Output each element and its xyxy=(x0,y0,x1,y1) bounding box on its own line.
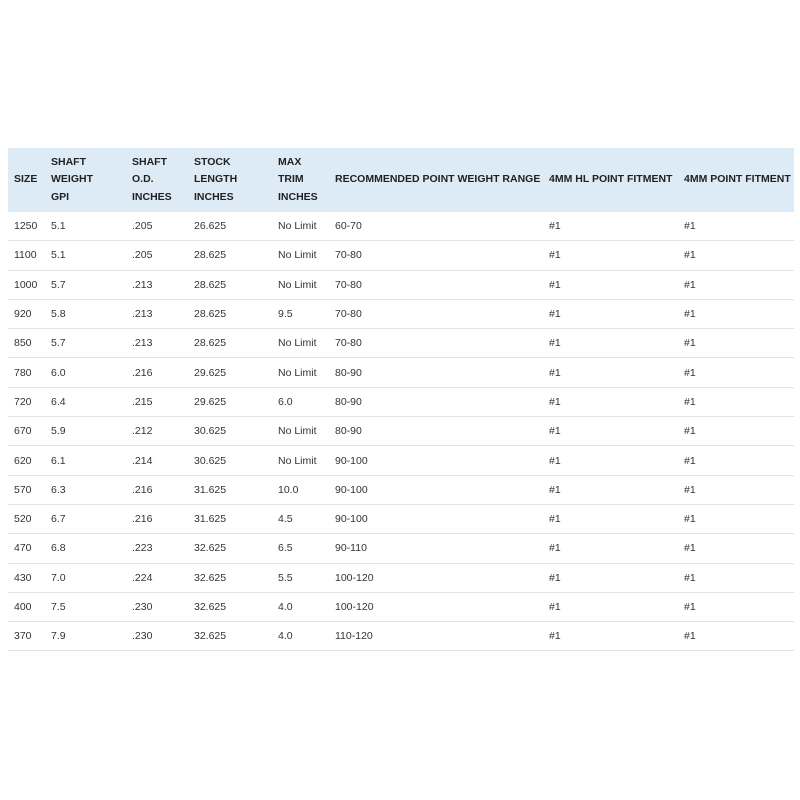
table-cell-point_range: 110-120 xyxy=(329,622,543,651)
column-header-line: SIZE xyxy=(14,173,38,186)
table-cell-point_range: 100-120 xyxy=(329,563,543,592)
table-cell-point_range: 80-90 xyxy=(329,417,543,446)
table-row xyxy=(8,622,794,651)
table-cell-point_fitment: #1 xyxy=(678,446,794,475)
table-cell-od: .230 xyxy=(126,592,188,621)
column-header-size xyxy=(8,148,45,212)
table-cell-point_range: 100-120 xyxy=(329,592,543,621)
table-cell-point_range: 80-90 xyxy=(329,387,543,416)
table-cell-point_fitment: #1 xyxy=(678,387,794,416)
table-body xyxy=(8,212,794,651)
column-header-line: INCHES xyxy=(278,190,318,203)
column-header-line: SHAFT xyxy=(132,155,167,168)
table-cell-length: 31.625 xyxy=(188,504,272,533)
table-cell-od: .230 xyxy=(126,622,188,651)
table-row xyxy=(8,534,794,563)
table-cell-gpi: 7.0 xyxy=(45,563,126,592)
table-row xyxy=(8,270,794,299)
column-header-line: RECOMMENDED POINT WEIGHT RANGE xyxy=(335,173,541,186)
table-row xyxy=(8,212,794,241)
table-cell-point_fitment: #1 xyxy=(678,358,794,387)
table-cell-trim: 9.5 xyxy=(272,299,329,328)
table-cell-od: .205 xyxy=(126,241,188,270)
table-cell-size: 1250 xyxy=(8,212,45,241)
table-cell-length: 32.625 xyxy=(188,563,272,592)
table-cell-point_fitment: #1 xyxy=(678,329,794,358)
table-row xyxy=(8,299,794,328)
column-header-length xyxy=(188,148,272,212)
table-cell-trim: 4.0 xyxy=(272,622,329,651)
table-cell-hl_fitment: #1 xyxy=(543,563,678,592)
table-cell-od: .216 xyxy=(126,504,188,533)
column-header-line: SHAFT xyxy=(51,155,86,168)
table-cell-length: 28.625 xyxy=(188,241,272,270)
table-cell-size: 850 xyxy=(8,329,45,358)
table-cell-od: .214 xyxy=(126,446,188,475)
table-cell-size: 780 xyxy=(8,358,45,387)
column-header-line: MAX xyxy=(278,155,302,168)
table-row xyxy=(8,358,794,387)
table-row xyxy=(8,592,794,621)
table-row xyxy=(8,241,794,270)
table-row xyxy=(8,387,794,416)
table-cell-trim: 4.0 xyxy=(272,592,329,621)
column-header-line: WEIGHT xyxy=(51,173,93,186)
table-cell-size: 1000 xyxy=(8,270,45,299)
table-cell-point_range: 90-110 xyxy=(329,534,543,563)
table-cell-hl_fitment: #1 xyxy=(543,270,678,299)
table-cell-point_range: 80-90 xyxy=(329,358,543,387)
column-header-line: 4MM POINT FITMENT xyxy=(684,173,791,186)
table-cell-point_fitment: #1 xyxy=(678,504,794,533)
table-cell-od: .205 xyxy=(126,212,188,241)
column-header-line: 4MM HL POINT FITMENT xyxy=(549,173,673,186)
table-cell-size: 1100 xyxy=(8,241,45,270)
table-cell-point_range: 90-100 xyxy=(329,475,543,504)
table-cell-gpi: 6.8 xyxy=(45,534,126,563)
table-cell-gpi: 7.9 xyxy=(45,622,126,651)
table-cell-point_fitment: #1 xyxy=(678,270,794,299)
table-cell-hl_fitment: #1 xyxy=(543,446,678,475)
column-header-line: LENGTH xyxy=(194,173,238,186)
table-cell-gpi: 5.1 xyxy=(45,212,126,241)
table-cell-trim: 6.5 xyxy=(272,534,329,563)
table-row xyxy=(8,329,794,358)
table-cell-length: 30.625 xyxy=(188,417,272,446)
table-cell-trim: No Limit xyxy=(272,241,329,270)
table-cell-point_fitment: #1 xyxy=(678,592,794,621)
table-header xyxy=(8,148,794,212)
table-cell-size: 520 xyxy=(8,504,45,533)
table-cell-length: 31.625 xyxy=(188,475,272,504)
table-cell-point_fitment: #1 xyxy=(678,563,794,592)
table-cell-hl_fitment: #1 xyxy=(543,592,678,621)
table-cell-trim: 10.0 xyxy=(272,475,329,504)
table-cell-point_fitment: #1 xyxy=(678,622,794,651)
table-cell-point_range: 70-80 xyxy=(329,241,543,270)
column-header-hl_fitment xyxy=(543,148,678,212)
table-row xyxy=(8,563,794,592)
table-cell-hl_fitment: #1 xyxy=(543,475,678,504)
column-header-line: GPI xyxy=(51,190,70,203)
table-cell-length: 32.625 xyxy=(188,622,272,651)
table-cell-point_fitment: #1 xyxy=(678,241,794,270)
table-cell-hl_fitment: #1 xyxy=(543,299,678,328)
table-cell-od: .216 xyxy=(126,475,188,504)
column-header-line: TRIM xyxy=(278,173,304,186)
table-cell-point_fitment: #1 xyxy=(678,534,794,563)
table-cell-size: 470 xyxy=(8,534,45,563)
header-row xyxy=(8,148,794,212)
table-cell-point_fitment: #1 xyxy=(678,475,794,504)
table-cell-gpi: 5.7 xyxy=(45,270,126,299)
table-cell-hl_fitment: #1 xyxy=(543,504,678,533)
column-header-point_range xyxy=(329,148,543,212)
column-header-line: O.D. xyxy=(132,173,154,186)
table-cell-hl_fitment: #1 xyxy=(543,329,678,358)
table-cell-od: .212 xyxy=(126,417,188,446)
table-cell-gpi: 5.1 xyxy=(45,241,126,270)
table-cell-point_range: 70-80 xyxy=(329,299,543,328)
table-cell-hl_fitment: #1 xyxy=(543,534,678,563)
table-cell-gpi: 7.5 xyxy=(45,592,126,621)
table-cell-gpi: 5.7 xyxy=(45,329,126,358)
table-cell-point_range: 90-100 xyxy=(329,504,543,533)
table-cell-od: .216 xyxy=(126,358,188,387)
table-row xyxy=(8,446,794,475)
table-cell-trim: No Limit xyxy=(272,212,329,241)
table-cell-gpi: 6.4 xyxy=(45,387,126,416)
table-cell-size: 570 xyxy=(8,475,45,504)
table-cell-od: .215 xyxy=(126,387,188,416)
column-header-line: INCHES xyxy=(132,190,172,203)
table-cell-length: 32.625 xyxy=(188,592,272,621)
column-header-od xyxy=(126,148,188,212)
table-cell-size: 920 xyxy=(8,299,45,328)
table-cell-size: 720 xyxy=(8,387,45,416)
column-header-gpi xyxy=(45,148,126,212)
table-cell-length: 28.625 xyxy=(188,299,272,328)
table-cell-length: 28.625 xyxy=(188,270,272,299)
table-cell-hl_fitment: #1 xyxy=(543,387,678,416)
table-cell-point_fitment: #1 xyxy=(678,299,794,328)
table-cell-od: .223 xyxy=(126,534,188,563)
table-cell-trim: 6.0 xyxy=(272,387,329,416)
table-cell-od: .213 xyxy=(126,329,188,358)
table-cell-point_range: 70-80 xyxy=(329,329,543,358)
table-row xyxy=(8,475,794,504)
table-cell-trim: No Limit xyxy=(272,329,329,358)
table-cell-length: 32.625 xyxy=(188,534,272,563)
table-cell-gpi: 6.0 xyxy=(45,358,126,387)
column-header-trim xyxy=(272,148,329,212)
table-cell-gpi: 6.3 xyxy=(45,475,126,504)
table-cell-point_fitment: #1 xyxy=(678,417,794,446)
table-cell-point_range: 70-80 xyxy=(329,270,543,299)
table-cell-gpi: 5.8 xyxy=(45,299,126,328)
table-row xyxy=(8,417,794,446)
table-cell-gpi: 6.7 xyxy=(45,504,126,533)
table-cell-hl_fitment: #1 xyxy=(543,358,678,387)
table-cell-length: 29.625 xyxy=(188,358,272,387)
table-cell-hl_fitment: #1 xyxy=(543,212,678,241)
table-cell-size: 670 xyxy=(8,417,45,446)
table-cell-length: 30.625 xyxy=(188,446,272,475)
table-cell-size: 400 xyxy=(8,592,45,621)
table-cell-gpi: 5.9 xyxy=(45,417,126,446)
table-cell-length: 26.625 xyxy=(188,212,272,241)
table-row xyxy=(8,504,794,533)
table-cell-size: 370 xyxy=(8,622,45,651)
table-cell-trim: 4.5 xyxy=(272,504,329,533)
table-cell-hl_fitment: #1 xyxy=(543,622,678,651)
table-cell-trim: 5.5 xyxy=(272,563,329,592)
table-cell-gpi: 6.1 xyxy=(45,446,126,475)
table-cell-length: 29.625 xyxy=(188,387,272,416)
table-cell-trim: No Limit xyxy=(272,270,329,299)
table-cell-length: 28.625 xyxy=(188,329,272,358)
shaft-spec-table xyxy=(8,148,794,651)
column-header-point_fitment xyxy=(678,148,794,212)
table-cell-trim: No Limit xyxy=(272,417,329,446)
table-cell-od: .213 xyxy=(126,299,188,328)
table-cell-size: 620 xyxy=(8,446,45,475)
table-cell-hl_fitment: #1 xyxy=(543,241,678,270)
table-cell-od: .213 xyxy=(126,270,188,299)
table-cell-hl_fitment: #1 xyxy=(543,417,678,446)
table-cell-point_range: 60-70 xyxy=(329,212,543,241)
table-cell-trim: No Limit xyxy=(272,358,329,387)
table-cell-point_range: 90-100 xyxy=(329,446,543,475)
table-cell-od: .224 xyxy=(126,563,188,592)
table-cell-size: 430 xyxy=(8,563,45,592)
column-header-line: INCHES xyxy=(194,190,234,203)
table-cell-trim: No Limit xyxy=(272,446,329,475)
table-cell-point_fitment: #1 xyxy=(678,212,794,241)
column-header-line: STOCK xyxy=(194,155,231,168)
